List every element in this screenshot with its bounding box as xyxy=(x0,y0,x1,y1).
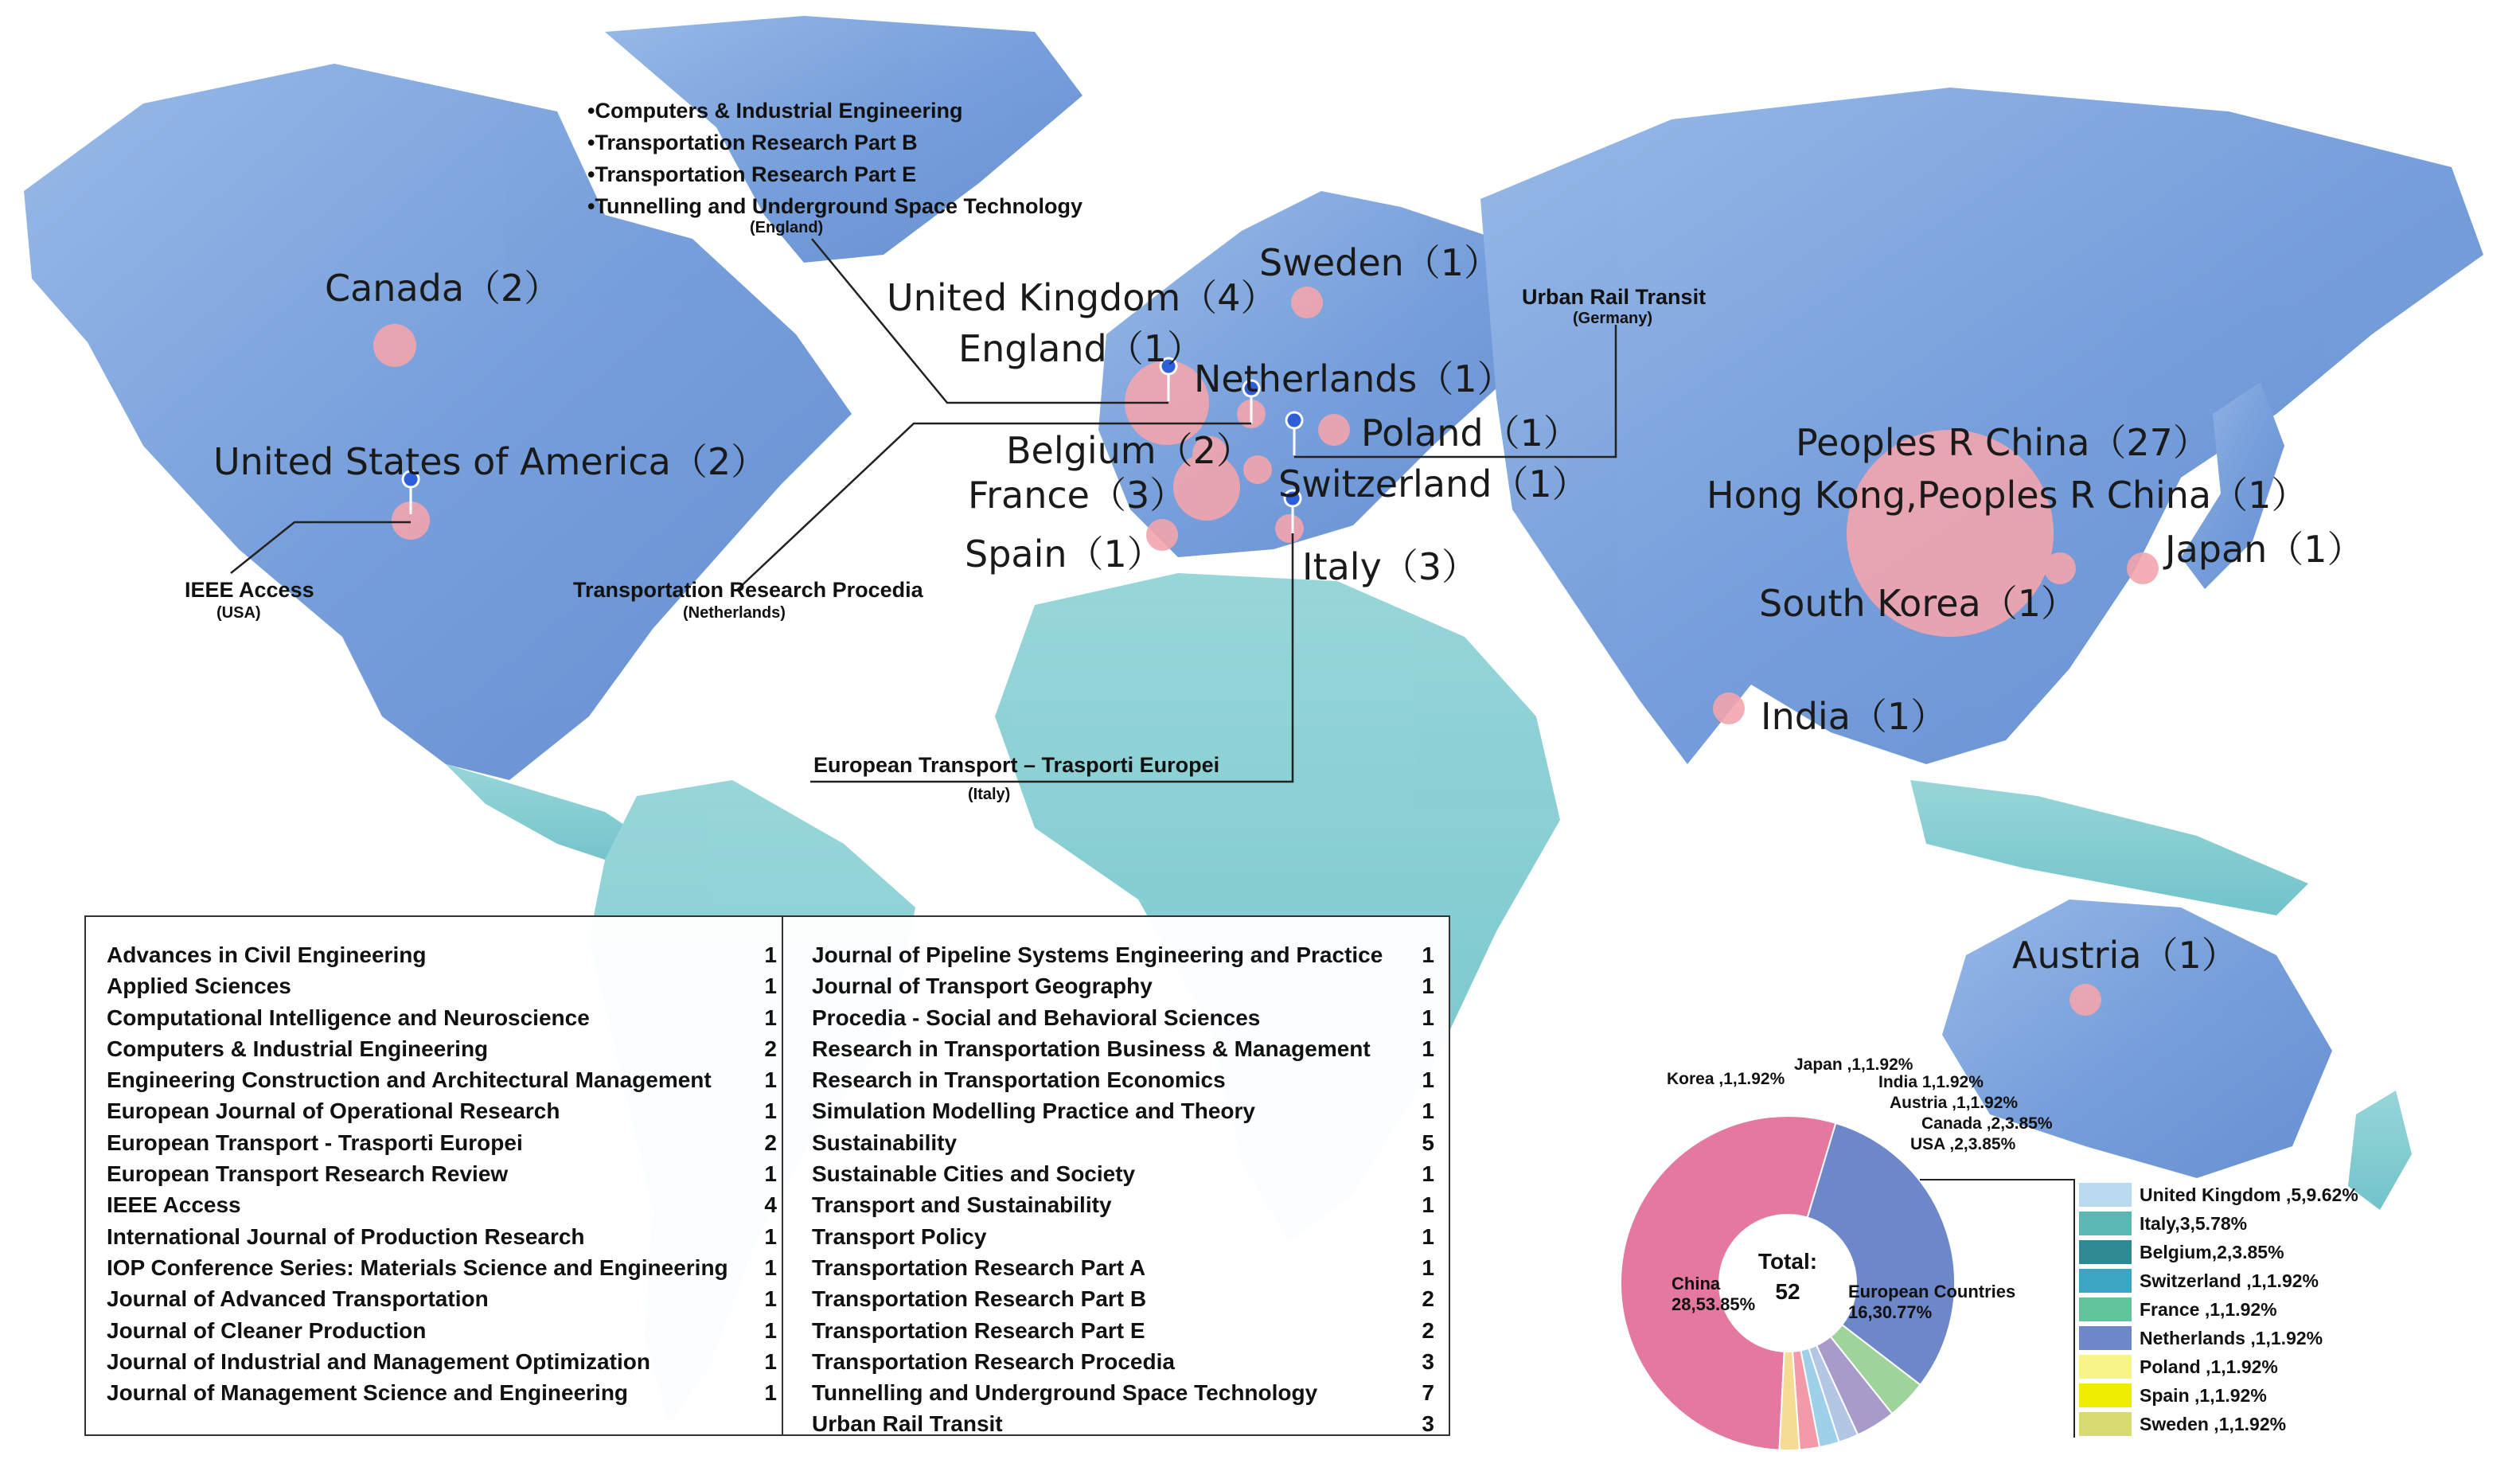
journal-row xyxy=(812,1408,1433,1439)
journal-count: 1 xyxy=(1422,942,1434,967)
journal-count: 1 xyxy=(764,1317,777,1343)
bubble-italy xyxy=(1275,514,1304,543)
journal-count: 1 xyxy=(764,974,777,999)
legend-label: Switzerland ,1,1.92% xyxy=(2140,1270,2319,1291)
label-france: France（3） xyxy=(968,474,1187,517)
bubble-india xyxy=(1713,693,1745,724)
callout-england-item-2: •Transportation Research Part B xyxy=(587,131,918,154)
journal-count: 1 xyxy=(764,1098,777,1124)
europe-breakdown-legend xyxy=(2079,1183,2358,1436)
journal-name: Urban Rail Transit xyxy=(812,1411,1003,1437)
legend-label: United Kingdom ,5,9.62% xyxy=(2140,1184,2358,1205)
callout-england-item-4: •Tunnelling and Underground Space Technology xyxy=(587,194,1083,218)
southeast-asia-islands-shape xyxy=(1910,780,2308,915)
journal-name: European Journal of Operational Research xyxy=(107,1098,560,1124)
journal-count: 1 xyxy=(1422,1005,1434,1030)
journal-column-left xyxy=(107,939,777,1408)
journal-count: 1 xyxy=(1422,1161,1434,1187)
journal-name: Transport and Sustainability xyxy=(812,1192,1112,1218)
journal-row xyxy=(107,1158,777,1189)
label-austria: Austria（1） xyxy=(2012,934,2238,977)
journal-count: 1 xyxy=(764,1005,777,1030)
journal-name: Transportation Research Part B xyxy=(812,1286,1147,1312)
callout-england-location: (England) xyxy=(750,219,824,236)
journal-row xyxy=(812,1346,1433,1377)
journal-name: Advances in Civil Engineering xyxy=(107,942,427,967)
journal-row xyxy=(812,1189,1433,1220)
donut-slice-label: Canada ,2,3.85% xyxy=(1921,1114,2053,1133)
journal-count: 7 xyxy=(1422,1380,1434,1406)
callout-germany-location: (Germany) xyxy=(1573,310,1653,327)
legend-label: Poland ,1,1.92% xyxy=(2140,1356,2278,1377)
callout-germany-name: Urban Rail Transit xyxy=(1522,285,1707,309)
donut-center-title: Total: xyxy=(1757,1249,1818,1274)
journal-name: Sustainability xyxy=(812,1130,958,1155)
callout-england-item-3: •Transportation Research Part E xyxy=(587,162,917,186)
callout-italy-name: European Transport – Trasporti Europei xyxy=(813,753,1220,777)
label-south-korea: South Korea（1） xyxy=(1759,582,2077,625)
journal-row xyxy=(107,1064,777,1095)
journal-row xyxy=(107,1127,777,1158)
journal-name: Transportation Research Procedia xyxy=(812,1348,1175,1374)
journal-name: Transportation Research Part E xyxy=(812,1317,1145,1343)
label-england: England（1） xyxy=(958,327,1204,370)
journal-count: 1 xyxy=(1422,1036,1434,1061)
journal-name: Transportation Research Part A xyxy=(812,1255,1146,1280)
journal-name: European Transport - Trasporti Europei xyxy=(107,1130,523,1155)
legend-label: Netherlands ,1,1.92% xyxy=(2140,1328,2323,1348)
bubble-canada xyxy=(373,324,416,367)
journal-row xyxy=(107,939,777,970)
journal-name: IOP Conference Series: Materials Science and Engineering xyxy=(107,1255,728,1280)
journal-count: 3 xyxy=(1422,1411,1434,1437)
journal-row xyxy=(812,970,1433,1001)
journal-name: Procedia - Social and Behavioral Sciences xyxy=(812,1005,1261,1030)
journal-name: Computers & Industrial Engineering xyxy=(107,1036,489,1061)
journal-row xyxy=(812,1033,1433,1064)
journal-name: Computational Intelligence and Neuroscience xyxy=(107,1005,590,1030)
journal-count: 1 xyxy=(764,1067,777,1093)
journal-name: Journal of Cleaner Production xyxy=(107,1317,427,1343)
donut-slice-label: Korea ,1,1.92% xyxy=(1667,1070,1785,1088)
journal-row xyxy=(107,1252,777,1283)
journal-name: Journal of Transport Geography xyxy=(812,974,1153,999)
label-canada: Canada（2） xyxy=(325,267,561,310)
legend-swatch xyxy=(2079,1383,2132,1407)
journal-count: 3 xyxy=(1422,1348,1434,1374)
journal-name: Research in Transportation Business & Management xyxy=(812,1036,1371,1061)
journal-name: Research in Transportation Economics xyxy=(812,1067,1226,1093)
journal-row xyxy=(812,1283,1433,1314)
journal-name: Tunnelling and Underground Space Technology xyxy=(812,1380,1318,1406)
journal-count: 1 xyxy=(764,1286,777,1312)
journal-count: 1 xyxy=(764,1223,777,1249)
donut-slice-label: China 28,53.85% xyxy=(1672,1274,1756,1314)
journal-row xyxy=(107,1346,777,1377)
donut-slice-label: Japan ,1,1.92% xyxy=(1794,1056,1913,1074)
journal-row xyxy=(107,1221,777,1252)
journal-row xyxy=(107,1315,777,1346)
journal-name: European Transport Research Review xyxy=(107,1161,509,1187)
legend-swatch xyxy=(2079,1412,2132,1436)
bubble-poland xyxy=(1318,414,1350,446)
journal-column-right xyxy=(812,939,1433,1440)
journal-row xyxy=(107,1002,777,1033)
journal-table-divider xyxy=(782,917,783,1434)
callout-netherlands-location: (Netherlands) xyxy=(683,604,786,622)
journal-count: 1 xyxy=(764,1348,777,1374)
legend-swatch xyxy=(2079,1326,2132,1350)
legend-swatch xyxy=(2079,1355,2132,1379)
journal-table xyxy=(84,915,1450,1436)
journal-name: Sustainable Cities and Society xyxy=(812,1161,1136,1187)
journal-row xyxy=(812,1002,1433,1033)
journal-row xyxy=(812,1127,1433,1158)
journal-count: 1 xyxy=(1422,1255,1434,1280)
label-usa: United States of America（2） xyxy=(213,440,768,483)
journal-row xyxy=(812,1377,1433,1408)
legend-swatch xyxy=(2079,1269,2132,1293)
callout-netherlands-name: Transportation Research Procedia xyxy=(573,578,923,602)
legend-swatch xyxy=(2079,1240,2132,1264)
journal-row xyxy=(107,1283,777,1314)
legend-label: Spain ,1,1.92% xyxy=(2140,1385,2267,1406)
journal-count: 2 xyxy=(764,1036,777,1061)
journal-row xyxy=(107,970,777,1001)
journal-name: Simulation Modelling Practice and Theory xyxy=(812,1098,1255,1124)
label-netherlands: Netherlands（1） xyxy=(1194,357,1514,400)
callout-usa-location: (USA) xyxy=(217,604,261,622)
label-spain: Spain（1） xyxy=(965,533,1164,576)
journal-count: 4 xyxy=(764,1192,777,1218)
journal-row xyxy=(812,1064,1433,1095)
callout-england-item-1: •Computers & Industrial Engineering xyxy=(587,99,963,123)
callout-italy-location: (Italy) xyxy=(968,786,1011,803)
journal-count: 1 xyxy=(1422,1223,1434,1249)
donut-slice-label: Austria ,1,1.92% xyxy=(1890,1094,2019,1112)
journal-name: Engineering Construction and Architectural Management xyxy=(107,1067,712,1093)
journal-count: 5 xyxy=(1422,1130,1434,1155)
legend-label: France ,1,1.92% xyxy=(2140,1299,2277,1320)
journal-count: 2 xyxy=(764,1130,777,1155)
label-poland: Poland（1） xyxy=(1361,412,1580,455)
legend-label: Sweden ,1,1.92% xyxy=(2140,1414,2287,1434)
label-sweden: Sweden（1） xyxy=(1259,241,1501,284)
journal-name: IEEE Access xyxy=(107,1192,241,1218)
journal-count: 1 xyxy=(1422,974,1434,999)
label-switzerland: Switzerland（1） xyxy=(1278,462,1589,505)
journal-row xyxy=(107,1377,777,1408)
label-china: Peoples R China（27） xyxy=(1796,421,2210,464)
label-hong-kong: Hong Kong,Peoples R China（1） xyxy=(1707,474,2308,517)
journal-name: Journal of Advanced Transportation xyxy=(107,1286,489,1312)
label-india: India（1） xyxy=(1761,695,1948,738)
donut-center-value: 52 xyxy=(1775,1279,1800,1304)
journal-row xyxy=(812,939,1433,970)
journal-row xyxy=(812,1095,1433,1126)
bubble-austria-australia xyxy=(2069,984,2101,1016)
label-belgium: Belgium（2） xyxy=(1006,429,1253,472)
callout-usa-name: IEEE Access xyxy=(185,578,314,602)
label-japan: Japan（1） xyxy=(2165,528,2364,571)
journal-count: 1 xyxy=(764,942,777,967)
legend-label: Italy,3,5.78% xyxy=(2140,1213,2248,1234)
donut-slice-label: USA ,2,3.85% xyxy=(1910,1135,2016,1153)
journal-row xyxy=(812,1315,1433,1346)
journal-count: 2 xyxy=(1422,1317,1434,1343)
legend-swatch xyxy=(2079,1297,2132,1321)
journal-name: Journal of Management Science and Engineering xyxy=(107,1380,629,1406)
journal-row xyxy=(107,1189,777,1220)
journal-count: 2 xyxy=(1422,1286,1434,1312)
journal-row xyxy=(107,1095,777,1126)
donut-slice-label: European Countries 16,30.77% xyxy=(1848,1282,2016,1322)
journal-count: 1 xyxy=(1422,1098,1434,1124)
journal-row xyxy=(812,1221,1433,1252)
journal-count: 1 xyxy=(1422,1192,1434,1218)
journal-count: 1 xyxy=(764,1161,777,1187)
journal-name: International Journal of Production Research xyxy=(107,1223,585,1249)
bubble-south-korea xyxy=(2044,552,2076,584)
legend-label: Belgium,2,3.85% xyxy=(2140,1242,2284,1262)
label-united-kingdom: United Kingdom（4） xyxy=(887,276,1278,319)
label-italy: Italy（3） xyxy=(1302,545,1479,588)
journal-count: 1 xyxy=(764,1380,777,1406)
journal-count: 1 xyxy=(764,1255,777,1280)
bubble-japan xyxy=(2127,552,2159,584)
journal-row xyxy=(812,1158,1433,1189)
journal-name: Transport Policy xyxy=(812,1223,987,1249)
bubble-sweden xyxy=(1291,287,1323,318)
journal-count: 1 xyxy=(1422,1067,1434,1093)
legend-swatch xyxy=(2079,1183,2132,1207)
journal-name: Journal of Industrial and Management Optimization xyxy=(107,1348,650,1374)
legend-swatch xyxy=(2079,1212,2132,1235)
journal-name: Journal of Pipeline Systems Engineering and Practice xyxy=(812,942,1383,967)
journal-name: Applied Sciences xyxy=(107,974,291,999)
journal-row xyxy=(812,1252,1433,1283)
journal-row xyxy=(107,1033,777,1064)
donut-slice-label: India 1,1.92% xyxy=(1878,1073,1984,1091)
